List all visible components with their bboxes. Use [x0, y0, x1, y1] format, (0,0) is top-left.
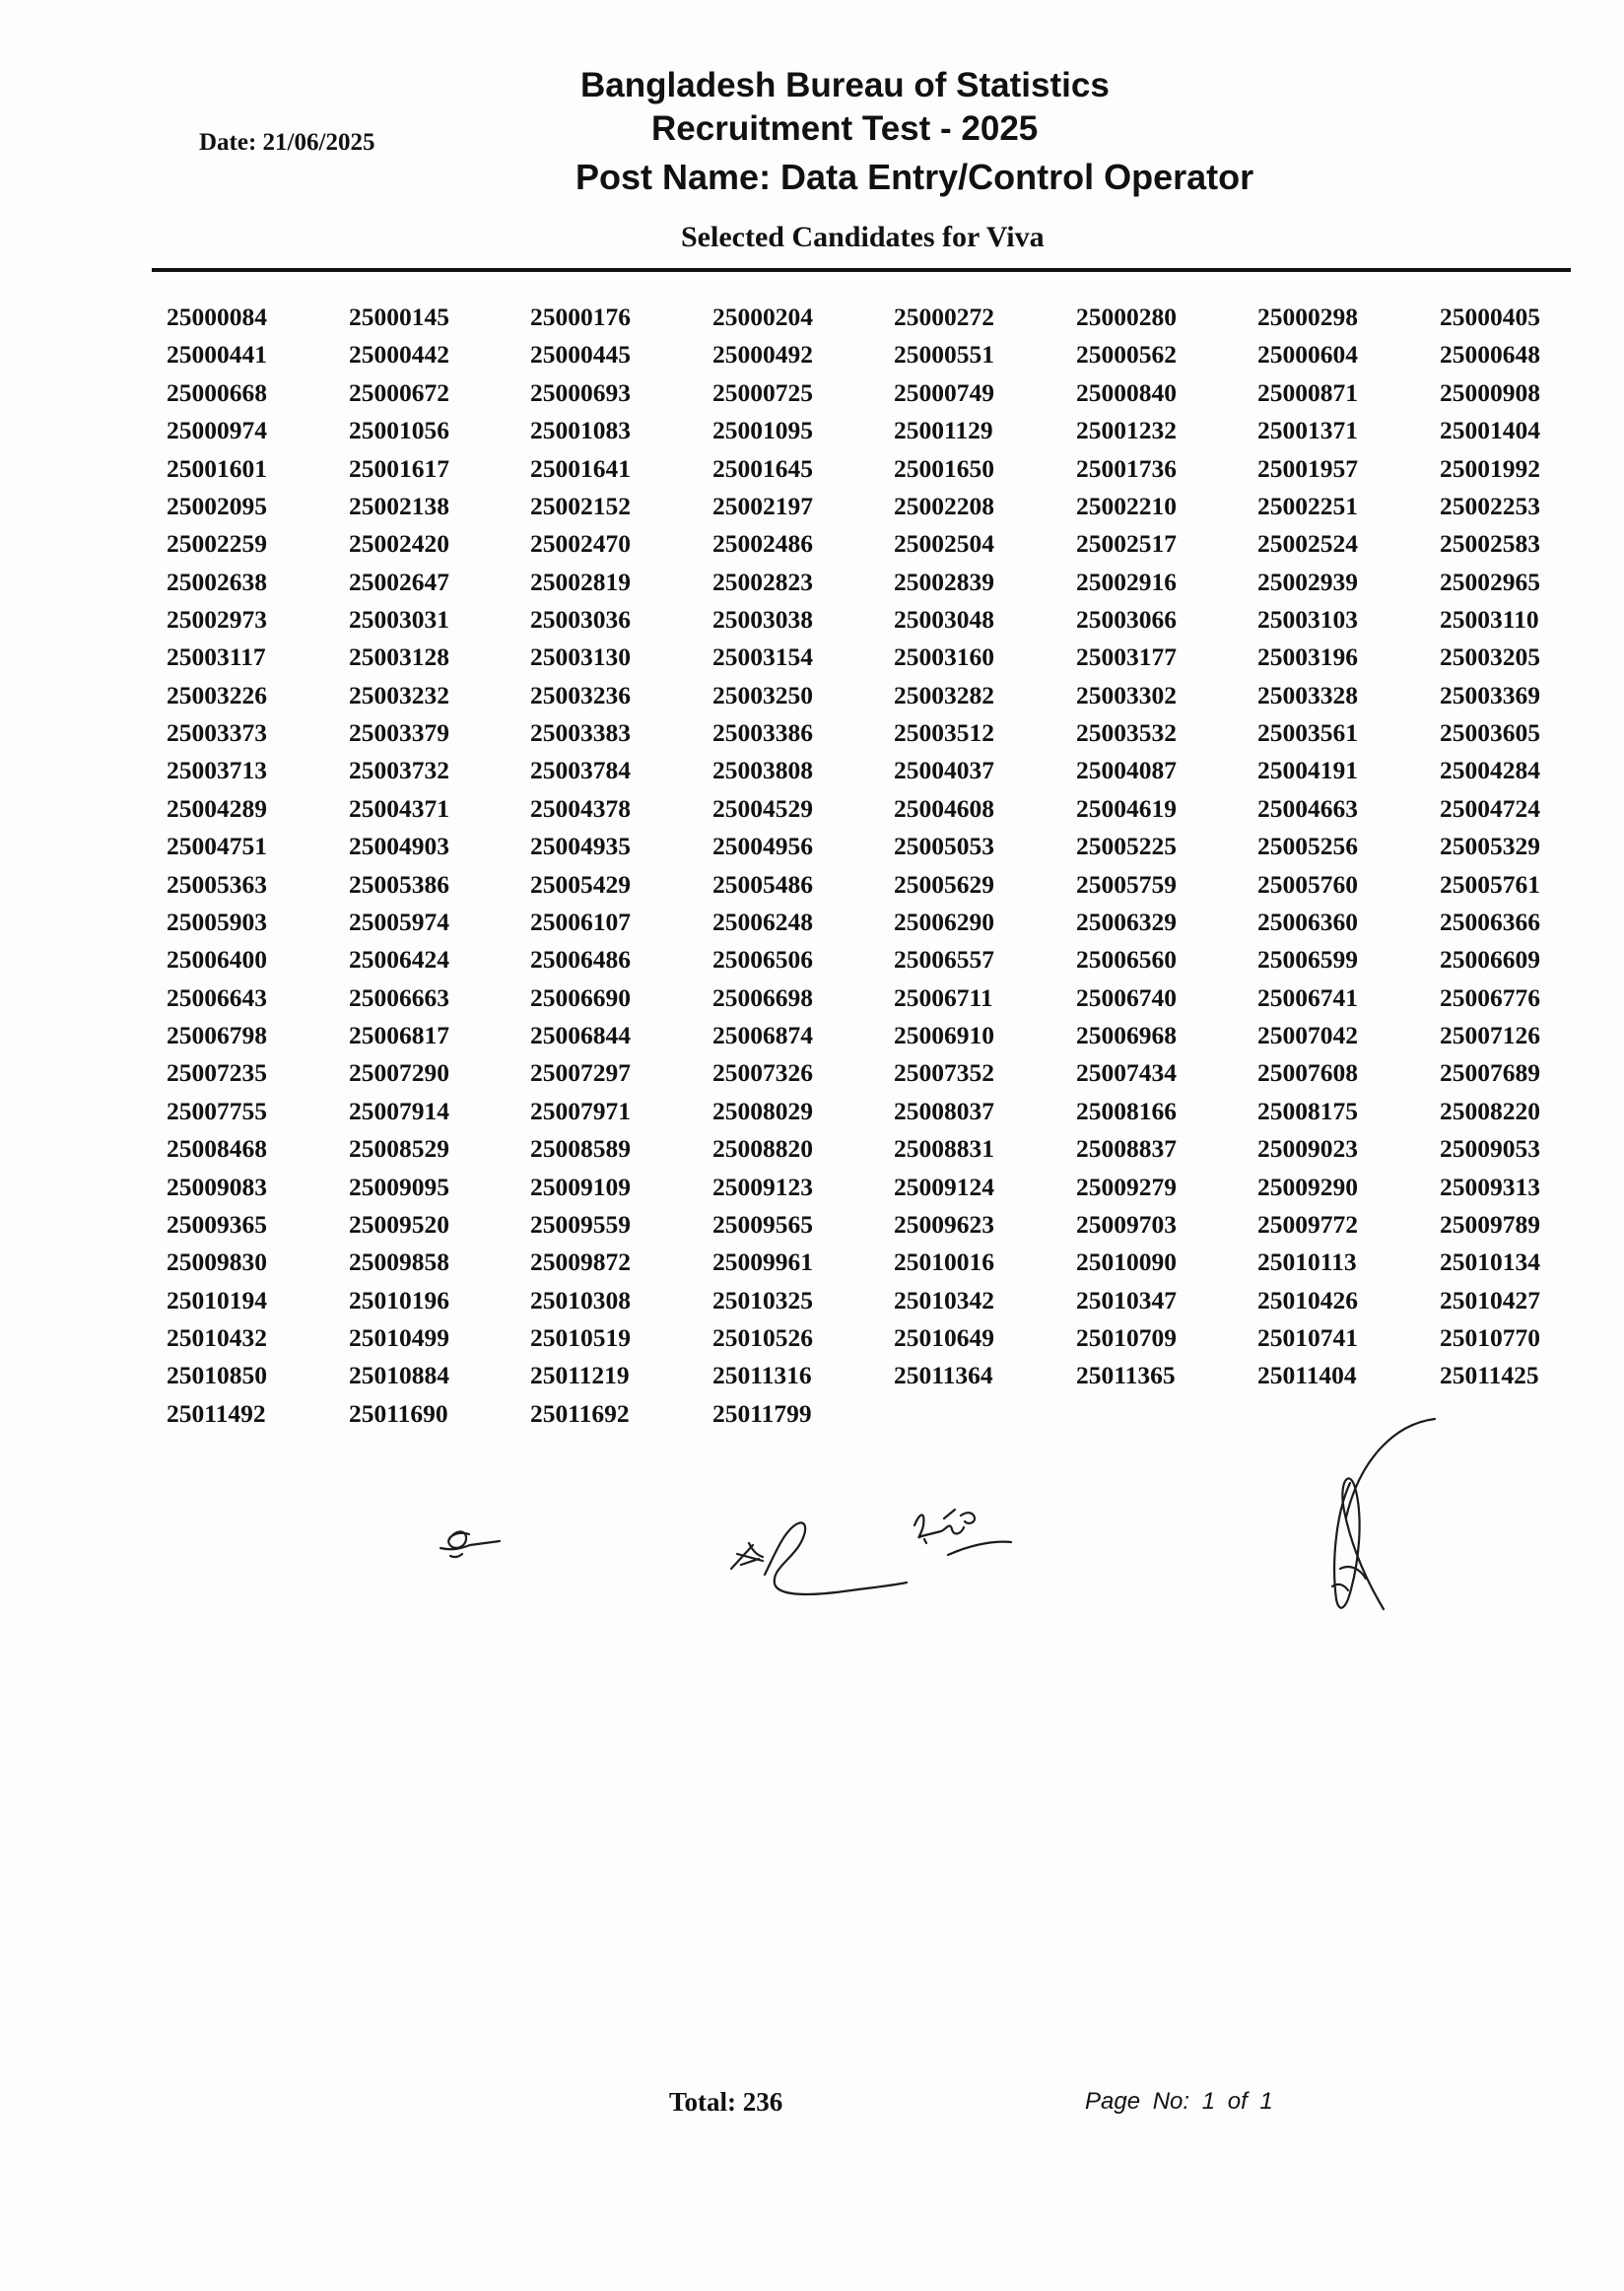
- total-count: Total: 236: [669, 2087, 783, 2117]
- roll-number: 25007352: [894, 1058, 994, 1088]
- roll-number: 25002583: [1440, 529, 1540, 559]
- roll-number: 25001645: [712, 453, 813, 483]
- roll-number: 25003561: [1257, 718, 1358, 748]
- roll-number: 25000871: [1257, 377, 1358, 407]
- roll-number: 25006690: [530, 982, 631, 1012]
- roll-number: 25003154: [712, 642, 813, 672]
- roll-number: 25001404: [1440, 416, 1540, 445]
- roll-number: 25004378: [530, 793, 631, 823]
- roll-number: 25011425: [1440, 1361, 1539, 1390]
- roll-number: 25006874: [712, 1021, 813, 1049]
- roll-number: 25007297: [530, 1058, 631, 1088]
- roll-number: 25011365: [1076, 1361, 1176, 1390]
- roll-number: 25000668: [167, 377, 267, 407]
- roll-number: 25002504: [894, 529, 994, 559]
- roll-number: 25009023: [1257, 1134, 1358, 1164]
- roll-number: 25005760: [1257, 869, 1358, 899]
- roll-number: 25008468: [167, 1134, 267, 1164]
- roll-number: 25001232: [1076, 416, 1177, 445]
- roll-number: 25001957: [1257, 453, 1358, 483]
- roll-number: 25003732: [349, 756, 449, 785]
- roll-number: 25002638: [167, 567, 267, 596]
- roll-number: 25007042: [1257, 1021, 1358, 1049]
- roll-number: 25006844: [530, 1021, 631, 1049]
- roll-number: 25003236: [530, 680, 631, 709]
- roll-number: 25003177: [1076, 642, 1177, 672]
- roll-number: 25005053: [894, 832, 994, 861]
- roll-number: 25006740: [1076, 982, 1177, 1012]
- roll-number: 25007608: [1257, 1058, 1358, 1088]
- roll-number: 25009830: [167, 1247, 267, 1277]
- roll-number: 25000492: [712, 340, 813, 370]
- roll-number: 25003784: [530, 756, 631, 785]
- roll-number: 25003282: [894, 680, 994, 709]
- roll-number: 25002138: [349, 491, 449, 520]
- roll-number: 25002823: [712, 567, 813, 596]
- roll-number: 25003369: [1440, 680, 1540, 709]
- roll-number: 25004608: [894, 793, 994, 823]
- roll-number: 25010308: [530, 1285, 631, 1314]
- roll-number: 25010850: [167, 1361, 267, 1390]
- roll-number: 25006599: [1257, 945, 1358, 975]
- roll-number: 25002095: [167, 491, 267, 520]
- roll-number: 25006506: [712, 945, 813, 975]
- roll-number: 25002259: [167, 529, 267, 559]
- roll-number: 25003808: [712, 756, 813, 785]
- roll-number: 25006798: [167, 1021, 267, 1049]
- roll-number: 25003232: [349, 680, 449, 709]
- roll-number: 25006609: [1440, 945, 1540, 975]
- roll-number: 25005225: [1076, 832, 1177, 861]
- roll-number: 25002973: [167, 605, 267, 634]
- roll-number: 25010432: [167, 1323, 267, 1352]
- roll-number: 25010342: [894, 1285, 994, 1314]
- roll-number: 25009290: [1257, 1172, 1358, 1201]
- roll-number: 25010426: [1257, 1285, 1358, 1314]
- roll-number: 25009858: [349, 1247, 449, 1277]
- roll-number: 25001129: [894, 416, 993, 445]
- roll-number: 25011692: [530, 1398, 630, 1428]
- roll-number: 25004371: [349, 793, 449, 823]
- roll-number: 25001095: [712, 416, 813, 445]
- roll-number: 25003031: [349, 605, 449, 634]
- roll-number: 25002524: [1257, 529, 1358, 559]
- roll-number: 25010649: [894, 1323, 994, 1352]
- post-name: Post Name: Data Entry/Control Operator: [575, 157, 1254, 197]
- roll-number: 25009123: [712, 1172, 813, 1201]
- roll-number: 25006643: [167, 982, 267, 1012]
- roll-number: 25006107: [530, 907, 631, 936]
- roll-number: 25006557: [894, 945, 994, 975]
- roll-number: 25001083: [530, 416, 631, 445]
- roll-number: 25003103: [1257, 605, 1358, 634]
- roll-number: 25000405: [1440, 303, 1540, 331]
- roll-number: 25004529: [712, 793, 813, 823]
- roll-number: 25005363: [167, 869, 267, 899]
- roll-number: 25004191: [1257, 756, 1358, 785]
- roll-number: 25000204: [712, 303, 813, 331]
- roll-number: 25000604: [1257, 340, 1358, 370]
- roll-number: 25007689: [1440, 1058, 1540, 1088]
- roll-number: 25006560: [1076, 945, 1177, 975]
- roll-number: 25009083: [167, 1172, 267, 1201]
- page-number: Page No: 1 of 1: [1085, 2088, 1273, 2115]
- roll-number: 25003205: [1440, 642, 1540, 672]
- roll-number: 25001371: [1257, 416, 1358, 445]
- roll-number: 25003302: [1076, 680, 1177, 709]
- roll-number: 25002208: [894, 491, 994, 520]
- roll-number: 25010325: [712, 1285, 813, 1314]
- roll-number: 25000272: [894, 303, 994, 331]
- roll-number: 25007126: [1440, 1021, 1540, 1049]
- roll-number: 25010709: [1076, 1323, 1177, 1352]
- roll-number: 25009053: [1440, 1134, 1540, 1164]
- roll-number: 25011219: [530, 1361, 630, 1390]
- organization-title: Bangladesh Bureau of Statistics: [580, 66, 1110, 104]
- roll-number: 25011364: [894, 1361, 993, 1390]
- roll-number: 25008175: [1257, 1096, 1358, 1125]
- roll-number: 25004751: [167, 832, 267, 861]
- roll-number: 25000176: [530, 303, 631, 331]
- roll-number: 25007290: [349, 1058, 449, 1088]
- roll-number: 25010113: [1257, 1247, 1357, 1277]
- roll-number: 25004956: [712, 832, 813, 861]
- roll-number: 25000551: [894, 340, 994, 370]
- roll-number: 25004037: [894, 756, 994, 785]
- roll-number: 25002819: [530, 567, 631, 596]
- roll-number: 25004724: [1440, 793, 1540, 823]
- roll-number: 25000908: [1440, 377, 1540, 407]
- roll-number: 25000145: [349, 303, 449, 331]
- roll-number: 25009961: [712, 1247, 813, 1277]
- roll-number: 25000648: [1440, 340, 1540, 370]
- roll-number: 25004903: [349, 832, 449, 861]
- roll-number: 25000840: [1076, 377, 1177, 407]
- roll-number: 25006698: [712, 982, 813, 1012]
- roll-number: 25006366: [1440, 907, 1540, 936]
- roll-number: 25002939: [1257, 567, 1358, 596]
- roll-number: 25004289: [167, 793, 267, 823]
- roll-number: 25006776: [1440, 982, 1540, 1012]
- roll-number: 25008220: [1440, 1096, 1540, 1125]
- roll-number: 25009279: [1076, 1172, 1177, 1201]
- roll-number: 25003066: [1076, 605, 1177, 634]
- roll-number: 25009623: [894, 1209, 994, 1239]
- roll-number: 25001617: [349, 453, 449, 483]
- roll-number: 25003383: [530, 718, 631, 748]
- roll-number: 25005429: [530, 869, 631, 899]
- roll-number: 25006711: [894, 982, 993, 1012]
- roll-number: 25011404: [1257, 1361, 1357, 1390]
- roll-number: 25010194: [167, 1285, 267, 1314]
- roll-number: 25010741: [1257, 1323, 1358, 1352]
- roll-number: 25003196: [1257, 642, 1358, 672]
- recruitment-test-title: Recruitment Test - 2025: [651, 109, 1039, 148]
- roll-number: 25006248: [712, 907, 813, 936]
- roll-number: 25005903: [167, 907, 267, 936]
- roll-number: 25002210: [1076, 491, 1177, 520]
- roll-number: 25005759: [1076, 869, 1177, 899]
- signature-3: [914, 1510, 1011, 1555]
- roll-number: 25003117: [167, 642, 266, 672]
- roll-number: 25002647: [349, 567, 449, 596]
- roll-number: 25010016: [894, 1247, 994, 1277]
- roll-number: 25007755: [167, 1096, 267, 1125]
- roll-number: 25008529: [349, 1134, 449, 1164]
- roll-number: 25005329: [1440, 832, 1540, 861]
- roll-number: 25003512: [894, 718, 994, 748]
- roll-number: 25000693: [530, 377, 631, 407]
- roll-number: 25001650: [894, 453, 994, 483]
- roll-number: 25008166: [1076, 1096, 1177, 1125]
- roll-number: 25009313: [1440, 1172, 1540, 1201]
- roll-number: 25000442: [349, 340, 449, 370]
- section-title: Selected Candidates for Viva: [681, 221, 1045, 253]
- roll-number: 25008037: [894, 1096, 994, 1125]
- roll-number: 25006329: [1076, 907, 1177, 936]
- roll-number: 25007914: [349, 1096, 449, 1125]
- roll-number: 25005974: [349, 907, 449, 936]
- roll-number: 25006290: [894, 907, 994, 936]
- roll-number: 25007434: [1076, 1058, 1177, 1088]
- roll-number: 25003328: [1257, 680, 1358, 709]
- roll-number: 25006910: [894, 1021, 994, 1049]
- roll-number: 25010770: [1440, 1323, 1540, 1352]
- roll-number: 25009789: [1440, 1209, 1540, 1239]
- signatures: [0, 1399, 1624, 1636]
- roll-number: 25002420: [349, 529, 449, 559]
- roll-number: 25003038: [712, 605, 813, 634]
- roll-number: 25009520: [349, 1209, 449, 1239]
- roll-number: 25007971: [530, 1096, 631, 1125]
- roll-number: 25010884: [349, 1361, 449, 1390]
- roll-number: 25006360: [1257, 907, 1358, 936]
- roll-number: 25001641: [530, 453, 631, 483]
- roll-number: 25010196: [349, 1285, 449, 1314]
- roll-number: 25003713: [167, 756, 267, 785]
- roll-number: 25009872: [530, 1247, 631, 1277]
- roll-number: 25006817: [349, 1021, 449, 1049]
- roll-number: 25006400: [167, 945, 267, 975]
- roll-number: 25011492: [167, 1398, 266, 1428]
- roll-number: 25005256: [1257, 832, 1358, 861]
- roll-number: 25005386: [349, 869, 449, 899]
- signature-4: [1332, 1419, 1435, 1609]
- roll-number: 25004284: [1440, 756, 1540, 785]
- roll-number: 25004663: [1257, 793, 1358, 823]
- roll-number: 25001601: [167, 453, 267, 483]
- roll-number: 25002253: [1440, 491, 1540, 520]
- roll-number: 25003130: [530, 642, 631, 672]
- roll-number: 25007326: [712, 1058, 813, 1088]
- roll-number: 25002486: [712, 529, 813, 559]
- roll-number: 25009772: [1257, 1209, 1358, 1239]
- roll-number: 25000749: [894, 377, 994, 407]
- roll-number: 25011316: [712, 1361, 812, 1390]
- roll-number: 25010526: [712, 1323, 813, 1352]
- roll-number: 25006741: [1257, 982, 1358, 1012]
- roll-number: 25008589: [530, 1134, 631, 1164]
- roll-number: 25003048: [894, 605, 994, 634]
- roll-number: 25003250: [712, 680, 813, 709]
- roll-number: 25000280: [1076, 303, 1177, 331]
- roll-number: 25002517: [1076, 529, 1177, 559]
- roll-number: 25010519: [530, 1323, 631, 1352]
- roll-number: 25010134: [1440, 1247, 1540, 1277]
- roll-number: 25002839: [894, 567, 994, 596]
- roll-number: 25004087: [1076, 756, 1177, 785]
- roll-number: 25003160: [894, 642, 994, 672]
- roll-number: 25002251: [1257, 491, 1358, 520]
- roll-number: 25000672: [349, 377, 449, 407]
- roll-number: 25004619: [1076, 793, 1177, 823]
- roll-number: 25002152: [530, 491, 631, 520]
- roll-number: 25000298: [1257, 303, 1358, 331]
- roll-number: 25000974: [167, 416, 267, 445]
- roll-number: 25001992: [1440, 453, 1540, 483]
- roll-number: 25003605: [1440, 718, 1540, 748]
- roll-number: 25001056: [349, 416, 449, 445]
- signature-2: [731, 1522, 907, 1594]
- roll-number: 25005486: [712, 869, 813, 899]
- roll-number: 25009559: [530, 1209, 631, 1239]
- roll-number: 25009124: [894, 1172, 994, 1201]
- roll-number: 25000445: [530, 340, 631, 370]
- roll-number: 25006424: [349, 945, 449, 975]
- roll-number: 25008831: [894, 1134, 994, 1164]
- roll-number: 25008820: [712, 1134, 813, 1164]
- roll-number: 25004935: [530, 832, 631, 861]
- roll-number: 25011690: [349, 1398, 448, 1428]
- roll-number: 25008029: [712, 1096, 813, 1125]
- roll-number: 25000725: [712, 377, 813, 407]
- roll-number: 25011799: [712, 1398, 812, 1428]
- roll-number: 25002916: [1076, 567, 1177, 596]
- roll-number: 25009109: [530, 1172, 631, 1201]
- roll-number: 25000562: [1076, 340, 1177, 370]
- roll-number: 25009703: [1076, 1209, 1177, 1239]
- roll-number: 25006663: [349, 982, 449, 1012]
- roll-number: 25009565: [712, 1209, 813, 1239]
- roll-number: 25003532: [1076, 718, 1177, 748]
- roll-number: 25009365: [167, 1209, 267, 1239]
- roll-number: 25006486: [530, 945, 631, 975]
- roll-number: 25003386: [712, 718, 813, 748]
- roll-number: 25008837: [1076, 1134, 1177, 1164]
- roll-number: 25001736: [1076, 453, 1177, 483]
- signature-1: [440, 1532, 500, 1558]
- roll-number: 25002197: [712, 491, 813, 520]
- roll-number: 25002965: [1440, 567, 1540, 596]
- roll-number: 25003036: [530, 605, 631, 634]
- roll-number: 25010347: [1076, 1285, 1177, 1314]
- roll-number: 25002470: [530, 529, 631, 559]
- roll-number: 25010499: [349, 1323, 449, 1352]
- roll-number: 25003379: [349, 718, 449, 748]
- roll-number: 25010427: [1440, 1285, 1540, 1314]
- roll-number: 25000441: [167, 340, 267, 370]
- document-date: Date: 21/06/2025: [199, 129, 375, 156]
- roll-number: 25003373: [167, 718, 267, 748]
- roll-number: 25003110: [1440, 605, 1539, 634]
- roll-number: 25007235: [167, 1058, 267, 1088]
- roll-number: 25000084: [167, 303, 267, 331]
- roll-number: 25005761: [1440, 869, 1540, 899]
- roll-number: 25006968: [1076, 1021, 1177, 1049]
- roll-number: 25009095: [349, 1172, 449, 1201]
- roll-number: 25010090: [1076, 1247, 1177, 1277]
- roll-number: 25003128: [349, 642, 449, 672]
- roll-number: 25005629: [894, 869, 994, 899]
- roll-number: 25003226: [167, 680, 267, 709]
